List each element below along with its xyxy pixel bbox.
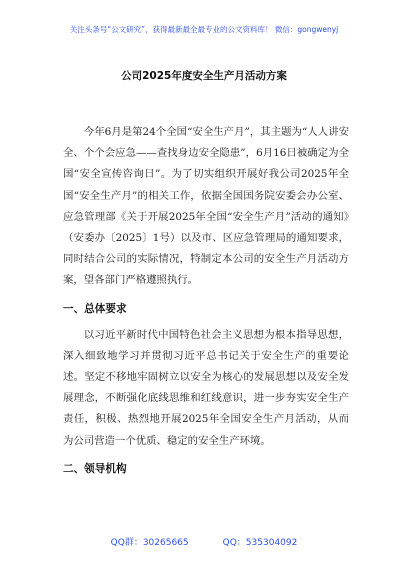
footer-qq-group: QQ群：30265665 (110, 538, 189, 548)
section-heading-leadership: 二、领导机构 (63, 462, 127, 475)
general-requirements-paragraph: 以习近平新时代中国特色社会主义思想为根本指导思想，深入细致地学习并贯彻习近平总书记关于安全生产的重要论述。坚定不移地牢固树立以安全为核心的发展思想以及安全发展理念，不断强化底线思维和红线意识，进一步夯实安全生产责任，积极、热烈地开展2025年全国安全生产月活动，从而为公司营造一个优质、稳定的安全生产环境。 (63, 328, 349, 447)
document-body (63, 122, 349, 485)
intro-paragraph: 今年6月是第24个全国“安全生产月”，其主题为“人人讲安全、个个会应急——查找身边安全隐患”，6月16日被确定为全国“安全宣传咨询日”。为了切实组织开展好我公司2025年全国“安全生产月”的相关工作，依据全国国务院安委会办公室、应急管理部《关于开展2025年全国“安全生产月”活动的通知》（安委办〔2025〕1号）以及市、区应急管理局的通知要求，同时结合公司的实际情况，特制定本公司的安全生产月活动方案，望各部门严格遵照执行。 (63, 126, 349, 287)
header-note: 关注头条号“公文研究”，获得最新最全最专业的公文资料库！ 微信：gongwenyj (69, 25, 339, 34)
footer-contact (0, 535, 408, 548)
footer-qq: QQ：535304092 (222, 538, 298, 548)
section-heading-general-requirements: 一、总体要求 (63, 302, 127, 315)
document-title: 公司2025年度安全生产月活动方案 (121, 70, 287, 82)
